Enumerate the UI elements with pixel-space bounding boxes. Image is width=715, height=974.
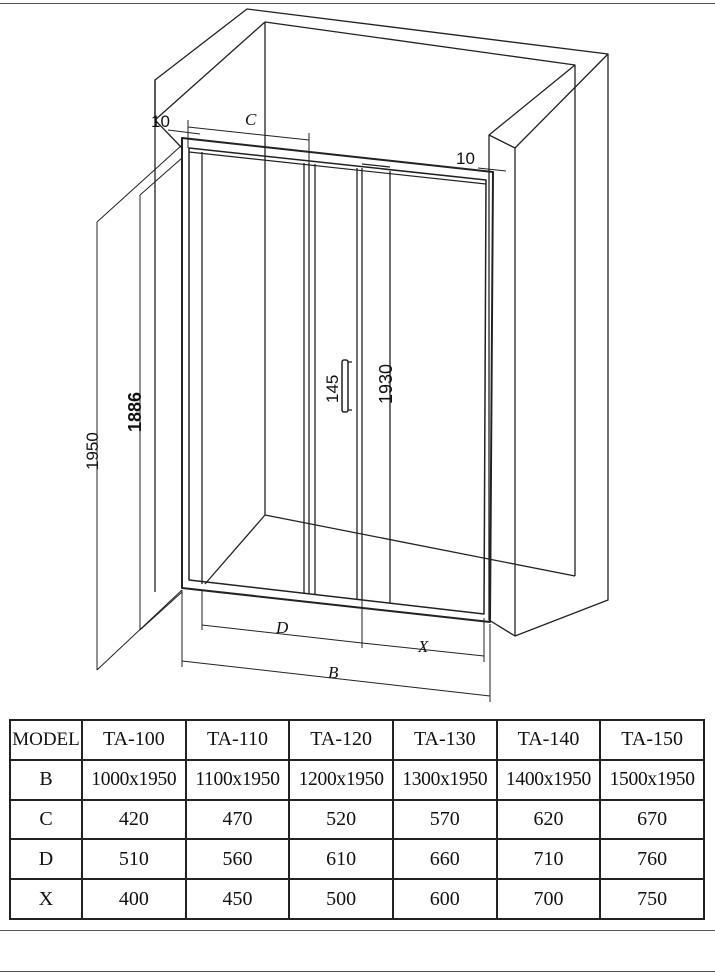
table-cell: 1100x1950: [186, 760, 290, 800]
table-cell: 760: [600, 839, 704, 879]
table-cell: 610: [289, 839, 393, 879]
table-row: [10, 879, 704, 919]
dim-gap-left-label: 10: [151, 112, 170, 131]
table-cell: 1200x1950: [289, 760, 393, 800]
dim-handle-label: 145: [323, 374, 342, 403]
header-cell: TA-130: [393, 720, 497, 760]
dim-c-label: C: [245, 110, 257, 129]
dim-10-left-line: [168, 130, 200, 134]
header-cell: TA-110: [186, 720, 290, 760]
table-cell: 670: [600, 800, 704, 840]
table-cell: 1400x1950: [497, 760, 601, 800]
table-header-row: [10, 720, 704, 760]
model-spec-table: [9, 719, 705, 920]
door-handle: [342, 360, 348, 412]
table-row: [10, 800, 704, 840]
table-cell: 1000x1950: [82, 760, 186, 800]
left-wall-outline: [155, 9, 608, 636]
right-pillar-cap: [515, 54, 608, 148]
table-cell: 500: [289, 879, 393, 919]
table-cell: 600: [393, 879, 497, 919]
table-cell: 1300x1950: [393, 760, 497, 800]
dim-x-label: X: [418, 637, 429, 656]
table-cell: 420: [82, 800, 186, 840]
row-label: D: [10, 839, 82, 879]
dim-height-door-label: 1886: [125, 391, 145, 432]
dim-d-label: D: [276, 618, 289, 637]
bottom-rule-2: [0, 971, 715, 972]
row-label: B: [10, 760, 82, 800]
table-cell: 570: [393, 800, 497, 840]
row-label: C: [10, 800, 82, 840]
table-row: [10, 760, 704, 800]
dim-height-total-label: 1950: [83, 432, 102, 470]
table-cell: 520: [289, 800, 393, 840]
dim-gap-right-label: 10: [456, 149, 475, 168]
table-cell: 660: [393, 839, 497, 879]
header-cell: TA-100: [82, 720, 186, 760]
floor-back-edge: [265, 515, 575, 576]
row-label: X: [10, 879, 82, 919]
dim-1886-bottom: [140, 592, 182, 630]
bottom-rule-1: [0, 930, 715, 931]
right-pillar-top: [489, 135, 515, 148]
table-row: [10, 839, 704, 879]
header-cell: TA-140: [497, 720, 601, 760]
table-cell: 710: [497, 839, 601, 879]
table-cell: 700: [497, 879, 601, 919]
table-cell: 560: [186, 839, 290, 879]
dim-height-panel-label: 1930: [376, 363, 396, 404]
table-cell: 620: [497, 800, 601, 840]
table-cell: 750: [600, 879, 704, 919]
table-cell: 450: [186, 879, 290, 919]
header-cell: TA-120: [289, 720, 393, 760]
header-cell: TA-150: [600, 720, 704, 760]
top-track: [189, 152, 486, 184]
header-cell: MODEL: [10, 720, 82, 760]
table-cell: 400: [82, 879, 186, 919]
table-cell: 470: [186, 800, 290, 840]
dim-b-label: B: [328, 663, 339, 682]
table-cell: 510: [82, 839, 186, 879]
table-cell: 1500x1950: [600, 760, 704, 800]
floor-left-edge: [205, 515, 265, 584]
